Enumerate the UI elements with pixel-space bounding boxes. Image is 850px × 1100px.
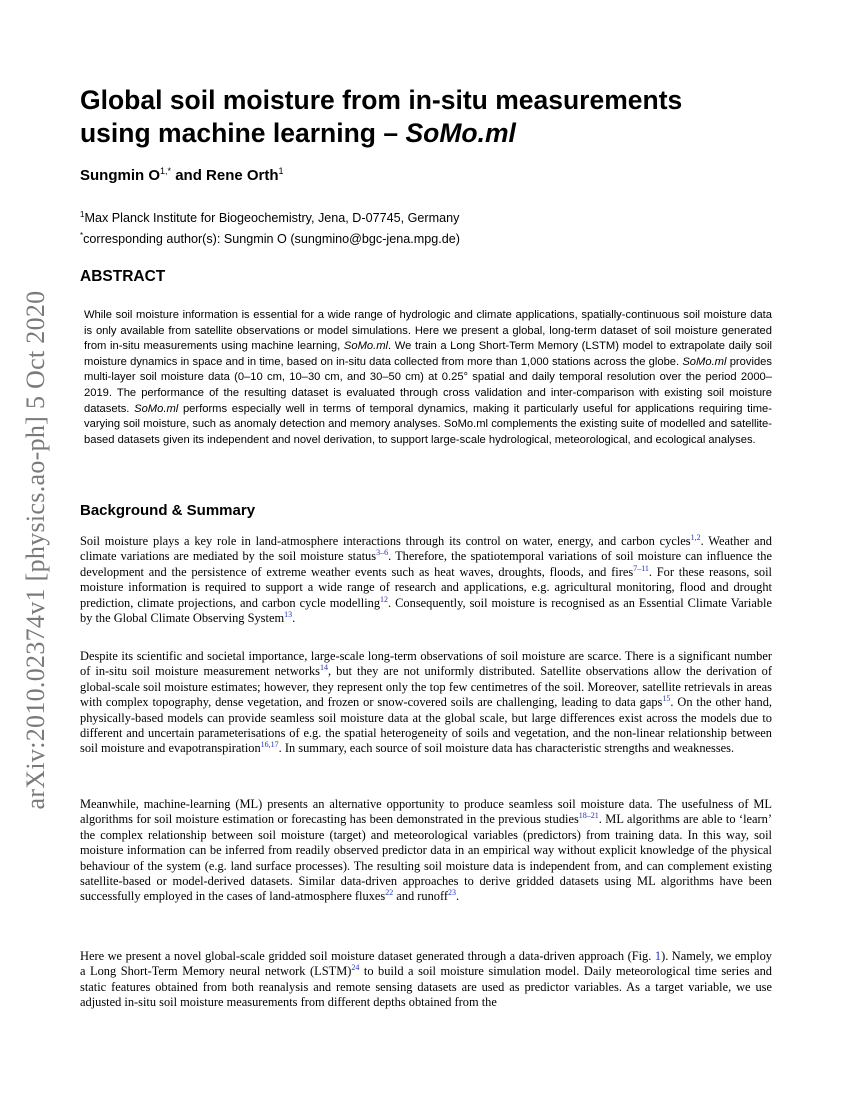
body-paragraph-4 bbox=[80, 949, 772, 1011]
citation-link[interactable]: 13 bbox=[284, 609, 293, 619]
text-seg: . Weather and climate variations are mediated by the soil moisture status bbox=[80, 534, 772, 564]
figure-reference-link[interactable]: 1 bbox=[654, 949, 662, 963]
text-seg: Meanwhile, machine-learning (ML) presents an alternative opportunity to produce seamless soil moisture data. The usefulness of ML algorithms for soil moisture estimation or forecasting has been demonstrated in the previous studies bbox=[80, 797, 772, 827]
corresponding-author-text: corresponding author(s): Sungmin O (sungmino@bgc-jena.mpg.de) bbox=[83, 232, 460, 247]
affiliation-mark: 1 bbox=[80, 210, 85, 219]
text-seg: . For these reasons, soil moisture information is required to support a wide range of research and applications, e.g. agricultural monitoring, flood and drought prediction, climate projections, and carbon cycle modelling bbox=[80, 564, 772, 610]
author-1-marks: 1,* bbox=[160, 166, 172, 176]
abstract-seg: provides multi-layer soil moisture data (0–10 cm, 10–30 cm, and 30–50 cm) at 0.25° spatial and daily temporal resolution over the period 2000–2019. The performance of the resulting dataset is evaluated through cross validation and inter-comparison with existing soil moisture datasets. bbox=[84, 355, 772, 415]
text-seg: . ML algorithms are able to ‘learn’ the complex relationship between soil moisture (target) and meteorological variables (predictors) from training data. In this way, soil moisture information can be inferred from readily observed predictor data in an empirical way without explicit knowledge of the physical behaviour of the system (e.g. land surface processes). The resulting soil moisture data is independent from, and can complement existing satellite-based or model-derived datasets. Similar data-driven approaches to derive gridded datasets using ML algorithms have been successfully employed in the cases of land-atmosphere fluxes bbox=[80, 812, 772, 904]
author-1: Sungmin O bbox=[80, 167, 160, 184]
citation-link[interactable]: 18–21 bbox=[578, 811, 599, 821]
abstract-seg: . We train a Long Short-Term Memory (LSTM) model to extrapolate daily soil moisture dynamics in space and in time, based on in-situ data collected from more than 1,000 stations across the globe. bbox=[84, 340, 772, 368]
text-seg: Soil moisture plays a key role in land-atmosphere interactions through its control on water, energy, and carbon cycles bbox=[80, 534, 691, 548]
citation-link[interactable]: 15 bbox=[662, 694, 671, 704]
abstract-dataset-name: SoMo.ml bbox=[682, 355, 727, 368]
title-line-1: Global soil moisture from in-situ measurements bbox=[80, 85, 683, 115]
citation-link[interactable]: 12 bbox=[380, 594, 389, 604]
text-seg: . Therefore, the spatiotemporal variations of soil moisture can influence the development and the persistence of extreme weather events such as heat waves, droughts, floods, and fires bbox=[80, 549, 772, 579]
abstract-heading: ABSTRACT bbox=[80, 268, 166, 285]
citation-link[interactable]: 1,2 bbox=[690, 532, 701, 542]
citation-link[interactable]: 14 bbox=[320, 663, 328, 673]
abstract-seg: performs especially well in terms of temporal dynamics, making it particularly useful for applications requiring time-varying soil moisture, such as anomaly detection and memory analyses. SoMo.ml complements the existing suite of modelled and satellite-based datasets given its independent and novel derivation, to support large-scale hydrological, meteorological, and ecological analyses. bbox=[84, 402, 773, 446]
affiliations bbox=[80, 206, 680, 248]
arxiv-identifier: arXiv:2010.02374v1 [physics.ao-ph] 5 Oct 2020 bbox=[21, 290, 50, 810]
body-paragraph-1 bbox=[80, 534, 772, 626]
author-2-marks: 1 bbox=[278, 166, 284, 176]
abstract-dataset-name: SoMo.ml bbox=[134, 402, 179, 415]
section-heading-background: Background & Summary bbox=[80, 502, 256, 519]
citation-link[interactable]: 16,17 bbox=[260, 740, 279, 750]
affiliation-line bbox=[80, 206, 680, 227]
title-dataset-name: SoMo.ml bbox=[405, 118, 516, 148]
abstract-seg: While soil moisture information is essential for a wide range of hydrologic and climate applications, spatially-continuous soil moisture data is only available from satellite observations or model simulations. Here we present a global, long-term dataset of soil moisture generated from in-situ measurements using machine learning, bbox=[84, 309, 772, 353]
citation-link[interactable]: 7–11 bbox=[633, 563, 649, 573]
text-seg: . bbox=[292, 611, 296, 626]
arxiv-sidebar-stamp bbox=[12, 270, 60, 830]
author-2: Rene Orth bbox=[206, 167, 279, 184]
text-seg: , but they are not uniformly distributed. Satellite observations allow the derivation of global-scale soil moisture estimates; however, they represent only the top few centimetres of the soil. Moreover, satellite retrievals in areas with complex topography, dense vegetation, and frozen or snow-covered soils are challenging, leading to data gaps bbox=[80, 664, 772, 710]
abstract-text bbox=[84, 308, 772, 448]
text-seg: Here we present a novel global-scale gridded soil moisture dataset generated through a data-driven approach (Fig. bbox=[80, 949, 655, 963]
citation-link[interactable]: 23 bbox=[448, 888, 457, 898]
title-line-2-prefix: using machine learning – bbox=[80, 118, 406, 148]
text-seg: to build a soil moisture simulation model. Daily meteorological time series and static features obtained from both reanalysis and remote sensing datasets are used as predictor variables. As a target variable, we use adjusted in-situ soil moisture measurements from different depths obtained from the bbox=[80, 964, 772, 1010]
affiliation-text: Max Planck Institute for Biogeochemistry, Jena, D-07745, Germany bbox=[84, 211, 460, 226]
text-seg: and runoff bbox=[393, 889, 449, 904]
corresponding-author-line bbox=[80, 227, 680, 248]
text-seg: . On the other hand, physically-based models can provide seamless soil moisture data at the global scale, but large differences exist across the models due to different and uncertain parameterisations of e.g. the spatial heterogeneity of soils and vegetation, and the non-linear relationship between soil moisture and evapotranspiration bbox=[80, 695, 772, 756]
text-seg: . In summary, each source of soil moisture data has characteristic strengths and weaknesses. bbox=[278, 741, 735, 756]
text-seg: . Consequently, soil moisture is recognised as an Essential Climate Variable by the Global Climate Observing System bbox=[80, 595, 772, 626]
body-paragraph-2 bbox=[80, 649, 772, 757]
abstract-dataset-name: SoMo.ml bbox=[343, 340, 389, 353]
text-seg: Despite its scientific and societal importance, large-scale long-term observations of soil moisture are scarce. There is a significant number of in-situ soil moisture measurement networks bbox=[80, 649, 772, 679]
author-connector: and bbox=[175, 167, 202, 184]
text-seg: . bbox=[456, 889, 460, 904]
body-paragraph-3 bbox=[80, 797, 772, 905]
corresponding-mark: * bbox=[80, 231, 84, 241]
citation-link[interactable]: 24 bbox=[351, 963, 360, 973]
paper-title bbox=[80, 84, 772, 150]
author-list bbox=[80, 166, 284, 184]
citation-link[interactable]: 3–6 bbox=[376, 548, 389, 558]
text-seg: ). Namely, we employ a Long Short-Term Memory neural network (LSTM) bbox=[80, 949, 772, 979]
citation-link[interactable]: 22 bbox=[385, 888, 394, 898]
